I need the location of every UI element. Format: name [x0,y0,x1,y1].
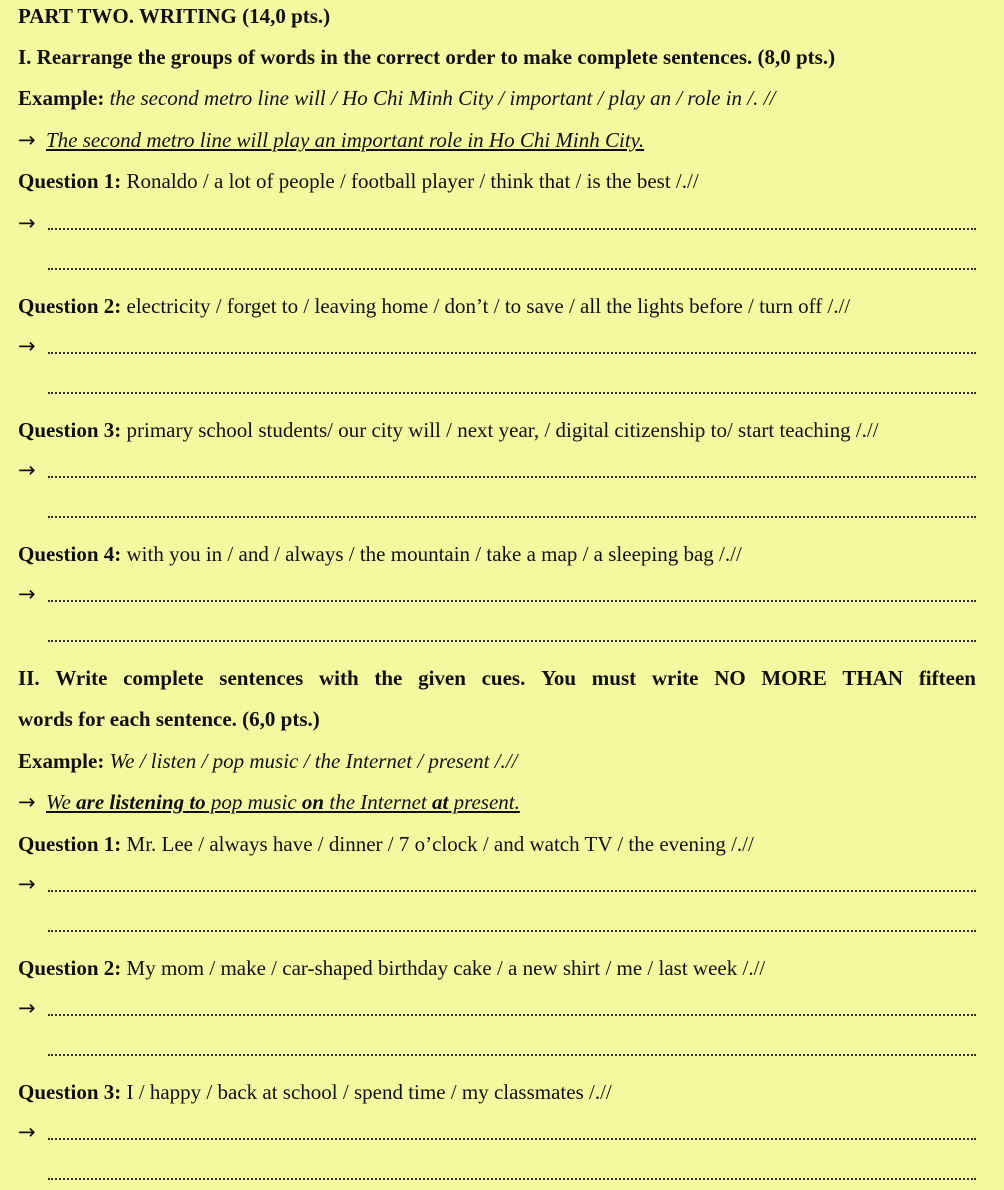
title-word: II. [18,666,40,690]
question-cues: Ronaldo / a lot of people / football player / think that / is the best /.// [126,169,699,193]
example-answer: The second metro line will play an important role in Ho Chi Minh City. [46,128,645,152]
s2-q1-answer-line-2[interactable] [48,930,976,932]
question-label: Question 2: [18,956,122,980]
title-word: with [318,666,359,690]
section-2-example [18,747,976,775]
arrow-icon: → [18,996,36,1020]
answer-part: at [432,790,449,814]
question-label: Question 2: [18,294,122,318]
title-word: write [651,666,699,690]
question-cues: primary school students/ our city will / next year, / digital citizenship to/ start teaching /.// [126,418,879,442]
s1-question-3 [18,416,976,444]
arrow-icon: → [18,1120,36,1144]
question-label: Question 4: [18,542,122,566]
question-label: Question 3: [18,1080,122,1104]
title-word: sentences [219,666,304,690]
section-1-example [18,84,976,112]
question-label: Question 1: [18,169,122,193]
answer-part: on [301,790,325,814]
example-label: Example: [18,86,105,110]
answer-part: pop music [205,790,302,814]
title-word: fifteen [918,666,976,690]
section-1-title: I. Rearrange the groups of words in the correct order to make complete sentences. (8,0 pts.) [18,45,836,69]
s1-q4-answer-line-1[interactable] [48,600,976,602]
title-word: NO [714,666,746,690]
section-2-title-line-2: words for each sentence. (6,0 pts.) [18,707,320,731]
example-label: Example: [18,749,105,773]
title-word: cues. [481,666,526,690]
arrow-icon: → [18,872,36,896]
s1-q2-answer-line-1[interactable] [48,352,976,354]
title-word: Write [55,666,108,690]
s1-q1-answer-line-2[interactable] [48,268,976,270]
question-cues: Mr. Lee / always have / dinner / 7 o’clock / and watch TV / the evening /.// [126,832,754,856]
s1-question-4 [18,540,976,568]
s2-question-1 [18,830,976,858]
title-word: You [541,666,577,690]
question-cues: with you in / and / always / the mountain / take a map / a sleeping bag /.// [126,542,742,566]
s2-question-2 [18,954,976,982]
arrow-icon: → [18,211,36,235]
s2-q2-answer-line-1[interactable] [48,1014,976,1016]
question-cues: electricity / forget to / leaving home / don’t / to save / all the lights before / turn off /.// [126,294,851,318]
s2-q2-answer-line-2[interactable] [48,1054,976,1056]
section-2-title-line-1 [18,664,976,692]
example-answer [46,788,976,816]
title-word: complete [123,666,204,690]
example-prompt: the second metro line will / Ho Chi Minh City / important / play an / role in /. // [109,86,776,110]
title-word: given [418,666,466,690]
title-word: THAN [842,666,904,690]
s1-q3-answer-line-1[interactable] [48,476,976,478]
answer-part: the Internet [324,790,432,814]
title-word: the [374,666,403,690]
arrow-icon: → [18,128,36,152]
s1-q4-answer-line-2[interactable] [48,640,976,642]
s1-question-2 [18,292,976,320]
question-cues: My mom / make / car-shaped birthday cake / a new shirt / me / last week /.// [126,956,766,980]
arrow-icon: → [18,582,36,606]
part-heading: PART TWO. WRITING (14,0 pts.) [18,4,331,28]
arrow-icon: → [18,790,36,814]
s1-q1-answer-line-1[interactable] [48,228,976,230]
answer-part: present. [448,790,520,814]
s1-question-1 [18,167,976,195]
s2-q3-answer-line-1[interactable] [48,1138,976,1140]
question-label: Question 3: [18,418,122,442]
s2-question-3 [18,1078,976,1106]
arrow-icon: → [18,458,36,482]
title-word: must [591,666,637,690]
s2-q3-answer-line-2[interactable] [48,1178,976,1180]
question-label: Question 1: [18,832,122,856]
answer-part: We [46,790,77,814]
question-cues: I / happy / back at school / spend time / my classmates /.// [126,1080,612,1104]
s1-q2-answer-line-2[interactable] [48,392,976,394]
title-word: MORE [761,666,827,690]
example-prompt: We / listen / pop music / the Internet / present /.// [109,749,518,773]
s1-q3-answer-line-2[interactable] [48,516,976,518]
answer-part: are listening to [76,790,206,814]
s2-q1-answer-line-1[interactable] [48,890,976,892]
arrow-icon: → [18,334,36,358]
